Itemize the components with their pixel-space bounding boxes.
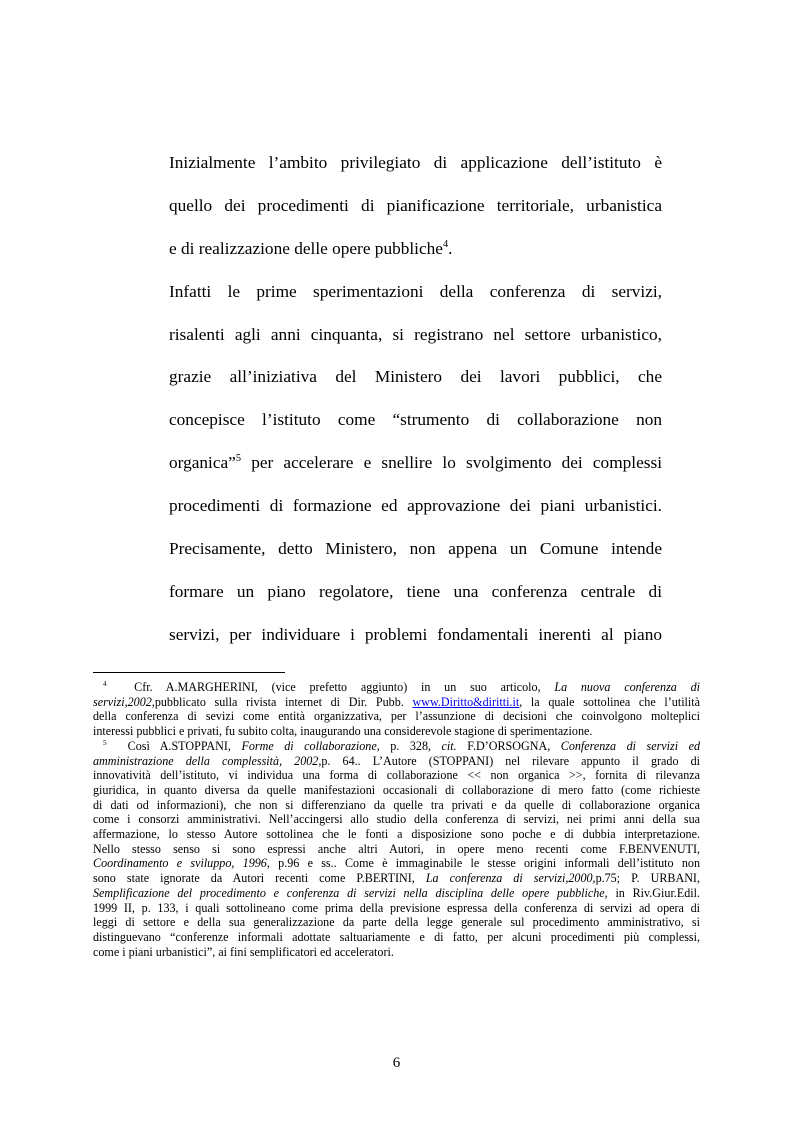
body-line: servizi, per individuare i problemi fondamentali inerenti al piano (169, 624, 662, 644)
page-number: 6 (392, 1055, 401, 1071)
body-line: Infatti le prime sperimentazioni della conferenza di servizi, (169, 281, 662, 301)
footnote-line: affermazione, lo stesso Autore sottolinea che le fonti a disposizione sono poche e di dubbia interpretazione. (93, 827, 700, 842)
footnote-italic: amministrazione della complessità, 2002, (93, 753, 322, 768)
footnote-line: interessi pubblici e privati, fu subito colta, inaugurando una considerevole stagione di sperimentazione. (93, 724, 593, 739)
body-line: Precisamente, detto Ministero, non appena un Comune intende (169, 539, 662, 559)
footnote-italic: La conferenza di servizi,2000, (425, 871, 596, 886)
footnote-line (93, 739, 700, 754)
body-line (169, 445, 662, 488)
body-line-text: e di realizzazione delle opere pubbliche (169, 238, 443, 258)
body-line: risalenti agli anni cinquanta, si registrano nel settore urbanistico, (169, 324, 662, 344)
footnote-link[interactable]: www.Diritto&diritti.it (412, 694, 520, 709)
footnote-line (93, 856, 700, 871)
footnote-number: 5 (103, 738, 107, 747)
footnote-line (93, 695, 700, 710)
body-line: grazie all’iniziativa del Ministero dei lavori pubblici, che (169, 367, 662, 387)
footnote-line (93, 754, 700, 769)
body-line (169, 231, 662, 274)
footnote-italic: La nuova conferenza di (554, 680, 701, 694)
period: . (448, 238, 453, 258)
footnote-text: , p. 328, (376, 738, 442, 753)
body-line: quello dei procedimenti di pianificazione territoriale, urbanistica (169, 195, 662, 215)
body-text (169, 145, 662, 660)
footnote-number: 4 (103, 679, 107, 688)
footnote-italic: Forme di collaborazione (241, 738, 377, 753)
footnote-line: giuridica, in quanto diversa da quelle manifestazioni occasionali di collaborazione di mero fatto (come richieste (93, 782, 700, 797)
footnote-line: leggi di settore e della sua generalizzazione da parte della legge generale sul procedimento amministrativo, si (93, 915, 700, 930)
footnote-italic: Conferenza di servizi ed (560, 738, 701, 753)
footnote-separator (93, 672, 285, 673)
footnote-4 (93, 680, 700, 739)
footnote-text: p.96 e ss.. Come è immaginabile le stesse origini informali dell’istituto non (269, 856, 700, 871)
body-line-text: per accelerare e snellire lo svolgimento dei complessi (241, 453, 662, 473)
footnote-line: innovatività dell’istituto, vi individua una forma di collaborazione << non organica >>, fornita di rilevanza (93, 768, 700, 783)
footnote-italic: cit. (441, 738, 457, 753)
footnote-text: p. 64.. L’Autore (STOPPANI) nel rilevare appunto il grado di (321, 753, 700, 768)
body-line: concepisce l’istituto come “strumento di collaborazione non (169, 410, 662, 430)
footnote-line: 1999 II, p. 133, i quali sottolineano come prima della previsione espressa della conferenza di servizi ad opera di (93, 900, 700, 915)
footnote-line: come i consorzi amministrativi. Nell’accingersi allo studio della conferenza di servizi, nei primi anni della sua (93, 812, 700, 827)
footnote-italic: Semplificazione del procedimento e conferenza di servizi nella disciplina delle opere pubbliche, (93, 885, 608, 900)
footnote-line (93, 886, 700, 901)
footnote-text: sono state ignorate da Autori recenti come P.BERTINI, (93, 871, 426, 886)
footnotes (93, 680, 700, 959)
footnote-line (93, 680, 700, 695)
footnote-line: di dati od informazioni), che non si differenziano da quelle tra privati e da quelle di collaborazione organica (93, 797, 700, 812)
footnote-italic: servizi,2002, (93, 694, 155, 709)
body-line: procedimenti di formazione ed approvazione dei piani urbanistici. (169, 496, 662, 516)
body-line: formare un piano regolatore, tiene una conferenza centrale di (169, 581, 662, 601)
footnote-text: in Riv.Giur.Edil. (607, 885, 701, 900)
footnote-5 (93, 739, 700, 960)
footnote-line (93, 871, 700, 886)
footnote-text: , la quale sottolinea che l’utilità (519, 694, 701, 709)
footnote-text: p.75; P. URBANI, (595, 871, 700, 886)
footnote-text: F.D’ORSOGNA, (456, 738, 561, 753)
footnote-ref-5[interactable]: 5 (235, 453, 242, 465)
footnote-line: della conferenza di sevizi come entità organizzativa, per l’assunzione di decisioni che coinvolgono molteplici (93, 709, 700, 724)
footnote-italic: Coordinamento e sviluppo, 1996, (93, 856, 270, 871)
body-line-text: organica” (169, 453, 236, 473)
footnote-text: pubblicato sulla rivista internet di Dir. Pubb. (154, 694, 413, 709)
body-line: Inizialmente l’ambito privilegiato di applicazione dell’istituto è (169, 153, 662, 172)
footnote-ref-4[interactable]: 4 (442, 239, 449, 251)
footnote-line: distinguevano “conferenze informali adottate saltuariamente e di fatto, per alcuni procedimenti più complessi, (93, 929, 700, 944)
footnote-text: Cfr. A.MARGHERINI, (vice prefetto aggiunto) in un suo articolo, (134, 680, 555, 694)
footnote-text: Così A.STOPPANI, (127, 738, 242, 753)
footnote-line: Nello stesso senso si sono espressi anche altri Autori, in opere meno recenti come F.BENVENUTI, (93, 841, 700, 856)
footnote-line: come i piani urbanistici”, ai fini semplificatori ed acceleratori. (93, 944, 394, 959)
